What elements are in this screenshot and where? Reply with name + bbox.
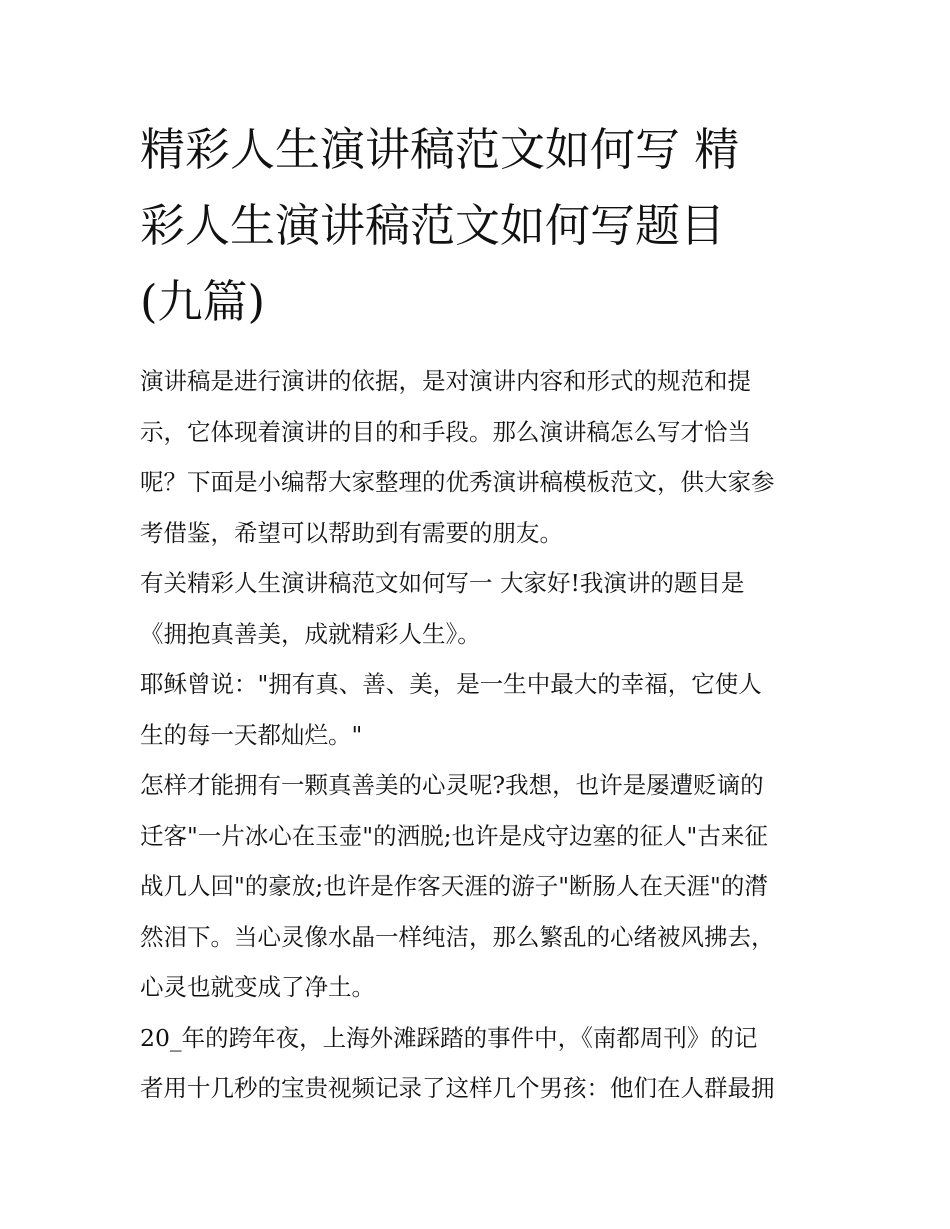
body-line: 迁客"一片冰心在玉壶"的洒脱;也许是戍守边塞的征人"古来征 bbox=[140, 821, 768, 850]
title-line: (九篇) bbox=[140, 275, 266, 328]
title-line: 精彩人生演讲稿范文如何写 精 bbox=[140, 123, 740, 176]
body-line: 示，它体现着演讲的目的和手段。那么演讲稿怎么写才恰当 bbox=[140, 417, 751, 446]
body-line: 然泪下。当心灵像水晶一样纯洁，那么繁乱的心绪被风拂去， bbox=[140, 922, 775, 951]
title-line: 彩人生演讲稿范文如何写题目 bbox=[140, 199, 726, 252]
body-line: 20_年的跨年夜，上海外滩踩踏的事件中，《南都周刊》的记 bbox=[140, 1023, 758, 1052]
body-line: 者用十几秒的宝贵视频记录了这样几个男孩：他们在人群最拥 bbox=[140, 1074, 775, 1102]
body-line: 生的每一天都灿烂。" bbox=[140, 720, 363, 749]
body-line: 心灵也就变成了净土。 bbox=[140, 973, 375, 1001]
document-title bbox=[140, 112, 820, 340]
body-line: 《拥抱真善美，成就精彩人生》。 bbox=[140, 619, 481, 648]
body-line: 考借鉴，希望可以帮助到有需要的朋友。 bbox=[140, 518, 563, 547]
document-body bbox=[140, 356, 830, 1114]
body-line: 战几人回"的豪放;也许是作客天涯的游子"断肠人在天涯"的潸 bbox=[140, 872, 768, 900]
body-line: 耶稣曾说："拥有真、善、美，是一生中最大的幸福，它使人 bbox=[140, 670, 762, 698]
body-line: 怎样才能拥有一颗真善美的心灵呢?我想，也许是屡遭贬谪的 bbox=[140, 771, 764, 799]
body-line: 有关精彩人生演讲稿范文如何写一 大家好!我演讲的题目是 bbox=[140, 569, 745, 597]
body-line: 呢？下面是小编帮大家整理的优秀演讲稿模板范文，供大家参 bbox=[140, 468, 775, 496]
body-line: 演讲稿是进行演讲的依据，是对演讲内容和形式的规范和提 bbox=[140, 367, 751, 395]
